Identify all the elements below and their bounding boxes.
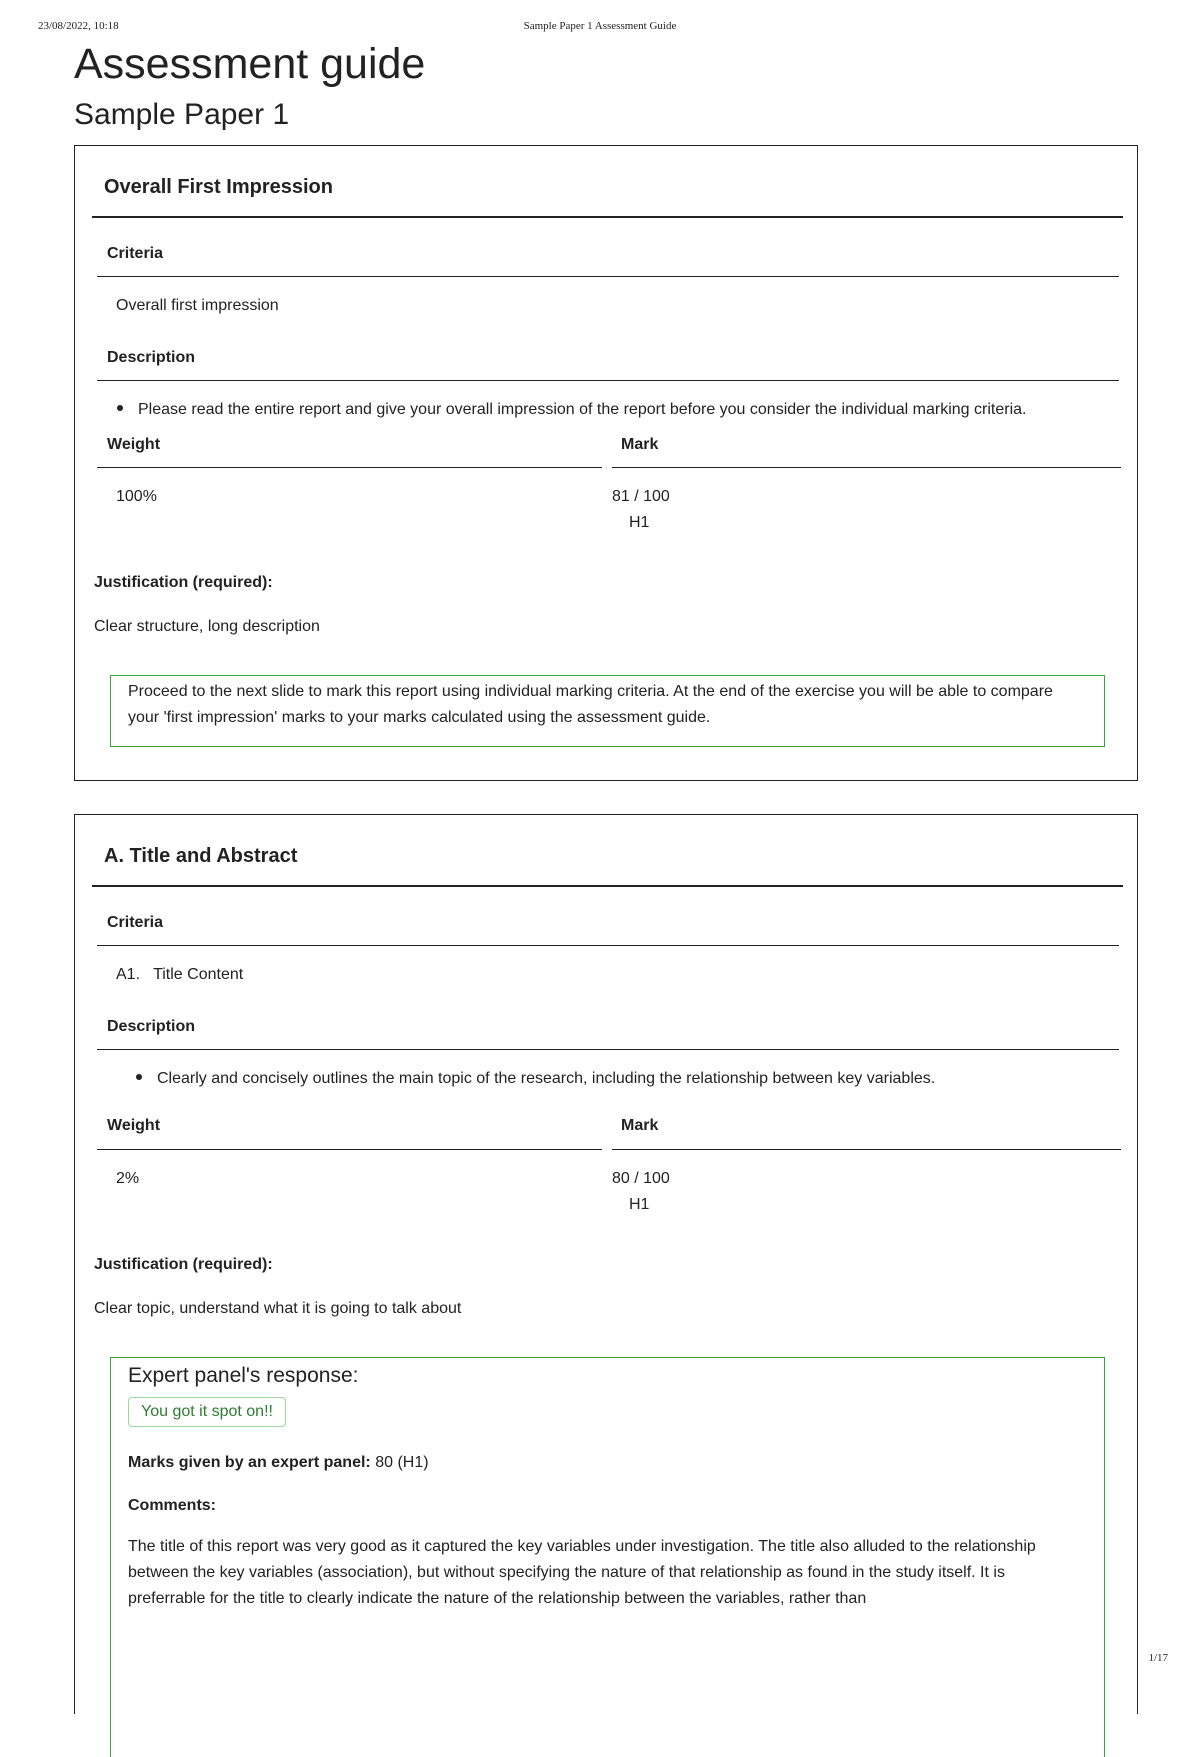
weight-label: Weight: [107, 1117, 161, 1134]
print-header: [0, 20, 1200, 40]
next-slide-notice: [110, 675, 1105, 747]
justification-value: Clear structure, long description: [94, 618, 320, 635]
mark-grade: H1: [629, 514, 650, 531]
description-label: Description: [107, 1018, 196, 1035]
expert-marks-label: Marks given by an expert panel:: [128, 1454, 371, 1471]
justification-value: Clear topic, understand what it is going to talk about: [94, 1300, 462, 1317]
description-item: Please read the entire report and give your overall impression of the report before you consider the individual marking criteria.: [117, 401, 1026, 419]
divider: [97, 945, 1119, 946]
weight-value: 100%: [116, 488, 157, 505]
divider: [612, 1149, 1121, 1150]
divider: [97, 1049, 1119, 1050]
divider: [612, 467, 1121, 468]
expert-marks: [128, 1454, 429, 1472]
weight-label: Weight: [107, 436, 161, 453]
divider: [97, 467, 602, 468]
notice-text: Proceed to the next slide to mark this report using individual marking criteria. At the end of the exercise you will be able to compare your 'first impression' marks to your marks calculated using the assessment guide.: [128, 683, 1053, 726]
print-datetime: 23/08/2022, 10:18: [38, 20, 119, 32]
section-heading: A. Title and Abstract: [104, 845, 298, 867]
weight-value: 2%: [116, 1170, 140, 1187]
expert-panel-title: Expert panel's response:: [128, 1364, 359, 1387]
bullet-icon: [136, 1074, 142, 1080]
divider: [97, 276, 1119, 277]
criteria-value: A1. Title Content: [116, 966, 244, 983]
section-heading: Overall First Impression: [104, 176, 333, 198]
criteria-label: Criteria: [107, 245, 164, 262]
mark-label: Mark: [621, 436, 659, 453]
criteria-value: Overall first impression: [116, 297, 279, 314]
print-page-number: 1/17: [1148, 1652, 1168, 1664]
section-card-title-abstract: [74, 814, 1138, 1714]
result-badge: You got it spot on!!: [128, 1397, 286, 1427]
justification-label: Justification (required):: [94, 574, 273, 591]
expert-marks-value: 80 (H1): [375, 1454, 429, 1471]
comments-label: Comments:: [128, 1497, 217, 1514]
section-card-first-impression: [74, 145, 1138, 781]
divider: [97, 380, 1119, 381]
mark-grade: H1: [629, 1196, 650, 1213]
expert-panel-box: [110, 1357, 1105, 1757]
divider: [92, 216, 1123, 218]
comments-text: The title of this report was very good as it captured the key variables under investigation. The title also alluded to the relationship between the key variables (association), but without specifying the nature of that relationship as found in the study itself. It is preferrable for the title to clearly indicate the nature of the relationship between the variables, rather than: [128, 1538, 1036, 1607]
mark-label: Mark: [621, 1117, 659, 1134]
description-label: Description: [107, 349, 196, 366]
criteria-label: Criteria: [107, 914, 164, 931]
divider: [92, 885, 1123, 887]
mark-value: 81 / 100: [612, 488, 670, 505]
description-item: Clearly and concisely outlines the main topic of the research, including the relationship between key variables.: [136, 1070, 935, 1088]
mark-value: 80 / 100: [612, 1170, 670, 1187]
page-title: Assessment guide: [74, 40, 426, 88]
page-subtitle: Sample Paper 1: [74, 98, 290, 131]
divider: [97, 1149, 602, 1150]
bullet-icon: [117, 405, 123, 411]
print-document-title: Sample Paper 1 Assessment Guide: [523, 20, 677, 32]
justification-label: Justification (required):: [94, 1256, 273, 1273]
